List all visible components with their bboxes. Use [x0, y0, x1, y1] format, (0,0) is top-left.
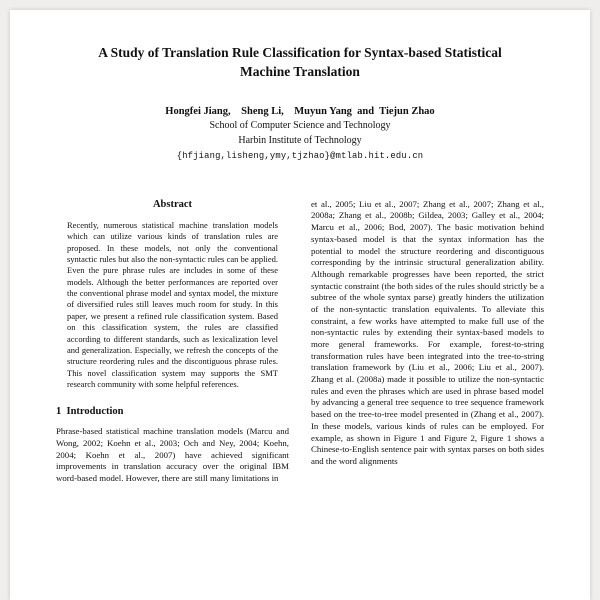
affiliation-line-2: Harbin Institute of Technology	[238, 135, 362, 147]
affiliation-line-1: School of Computer Science and Technology	[209, 119, 391, 131]
page-title: A Study of Translation Rule Classification for Syntax-based Statistical Machine Translation	[98, 45, 502, 79]
right-column-text: et al., 2005; Liu et al., 2007; Zhang et al., 2007; Zhang et al., 2008a; Zhang et al., 2008b; Gildea, 2003; Galley et al., 2004; Marcu et al., 2006; Bod, 2007). The basic motivation behind syntax-based model is that the syntax information has the potential to model the structure reordering and discontiguous corresponding by the intrinsic structural generalization ability. Although remarkable progresses have been reported, the strict syntactic constraint (the both sides of the rules should strictly be a subtree of the whole syntax parse) greatly hinders the utilization of the non-syntactic translation equivalents. To alleviate this constraint, a few works have attempted to make full use of the non-syntactic rules by extending their syntax-based models to more general frameworks. For example, forest-to-string transformation rules have been integrated into the tree-to-string translation framework by (Liu et al., 2006; Liu et al., 2007). Zhang et al. (2008a) made it possible to utilize the non-syntactic rules and even the phrases which are used in phrase based model by advancing a general tree sequence to tree sequence framework based on the tree-to-tree model presented in (Zhang et al., 2007). In these models, various kinds of rules can be employed. For example, as shown in Figure 1 and Figure 2, Figure 1 shows a Chinese-to-English sentence pair with syntax parses on both sides and the word alignments	[311, 198, 544, 466]
abstract-heading: Abstract	[152, 198, 193, 210]
introduction-body: Phrase-based statistical machine translation models (Marcu and Wong, 2002; Koehn et al., 2003; Och and Ney, 2004; Koehn, 2004; Koehn et al., 2007) have achieved significant improvements in translation accuracy over the original IBM word-based model. However, there are still many limitations in	[56, 426, 289, 484]
abstract-body: Recently, numerous statistical machine translation models which can utilize various kinds of translation rules are proposed. In these models, not only the conventional syntactic rules but also the non-syntactic rules can be applied. Even the pure phrase rules are includes in some of these models. Although the better performances are reported over the conventional phrase model and syntax model, the mixture of diversified rules still leaves much room for study. In this paper, we present a refined rule classification system. Based on this classification system, the rules are classified according to different standards, such as lexicalization level and generalization. Especially, we refresh the concepts of the structure reordering rules and the discontiguous phrase rules. This novel classification system may supports the SMT research community with some helpful references.	[67, 219, 278, 390]
right-column	[311, 199, 544, 485]
left-column	[56, 199, 289, 485]
email-line: {hfjiang,lisheng,ymy,tjzhao}@mtlab.hit.edu.cn	[176, 150, 424, 161]
two-column-body	[56, 199, 544, 485]
paper-page	[10, 10, 590, 600]
page-content	[10, 10, 590, 485]
authors-line: Hongfei Jiang, Sheng Li, Muyun Yang and Tiejun Zhao	[165, 105, 435, 117]
introduction-heading: 1 Introduction	[56, 406, 124, 418]
